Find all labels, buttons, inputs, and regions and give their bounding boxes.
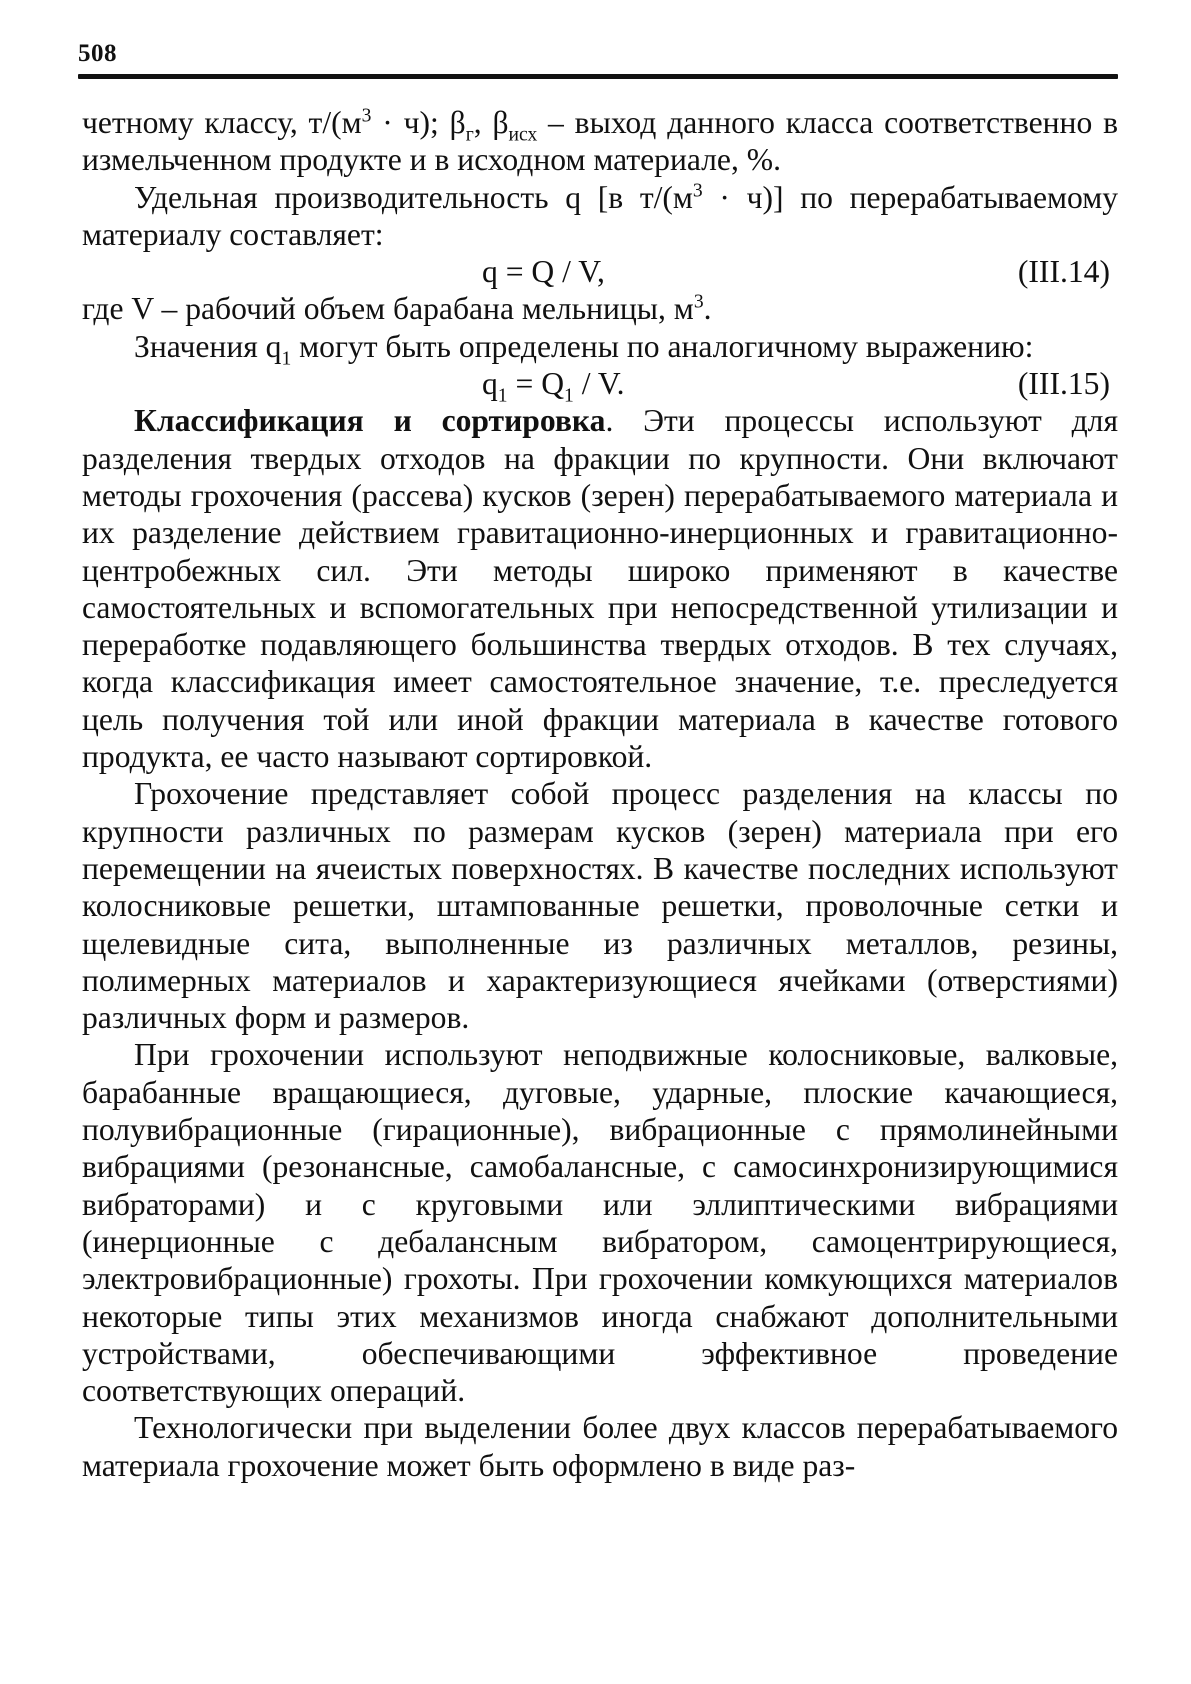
text-run: = Q [507, 366, 565, 402]
subscript: г [465, 124, 474, 146]
paragraph-screening: Грохочение представляет собой процесс разделения на классы по крупности различных по размерам кусков (зерен) материала при его перемещении на ячеистых поверхностях. В качестве последних используют колосниковые решетки, штампованные решетки, проволочные сетки и щелевидные сита, выполненные из различных металлов, резины, полимерных материалов и характеризующиеся ячейками (отверстиями) различных форм и размеров. [82, 776, 1118, 1036]
subscript: 1 [564, 385, 574, 407]
paragraph-technology: Технологически при выделении более двух классов перерабатываемого материала грохочение может быть оформлено в виде раз- [82, 1410, 1118, 1483]
paragraph-screen-types: При грохочении используют неподвижные колосниковые, валковые, барабанные вращающиеся, дуговые, ударные, плоские качающиеся, полувибрационные (гирационные), вибрационные с прямолинейными вибрациями (резонансные, самобалансные, с самосинхронизирующимися вибраторами) и с круговыми или эллиптическими вибрациями (инерционные с дебалансным вибратором, самоцентрирующиеся, электровибрационные) грохоты. При грохочении комкующихся материалов некоторые типы этих механизмов иногда снабжают дополнительными устройствами, обеспечивающими эффективное проведение соответствующих операций. [82, 1037, 1118, 1409]
page-number: 508 [78, 40, 117, 67]
text-run: . Эти процессы используют для разделения твердых отходов на фракции по крупности. Они включают методы грохочения (рассева) кусков (зерен) перерабатываемого материала и их разделение действием гравитационно-инерционных и гравитационно-центробежных сил. Эти методы широко применяют в качестве самостоятельных и вспомогательных при непосредственной утилизации и переработке подавляющего большинства твердых отходов. В тех случаях, когда классификация имеет самостоятельное значение, т.е. преследуется цель получения той или иной фракции материала в качестве готового продукта, ее часто называют сортировкой. [82, 403, 1118, 775]
text-run: Удельная производительность q [в т/(м [134, 179, 693, 215]
paragraph-continuation [82, 104, 1118, 179]
paragraph-specific-output [82, 179, 1118, 254]
text-run: Значения q [134, 328, 282, 364]
subscript: 1 [497, 385, 508, 407]
equation-number: (III.14) [1017, 254, 1110, 290]
text-run: · ч); β [371, 105, 466, 140]
text-run: где V – рабочий объем барабана мельницы, м [82, 291, 694, 327]
text-run: могут быть определены по аналогичному выражению: [291, 328, 1034, 364]
text-run: · ч)] по перерабатываемому материалу составляет: [82, 179, 1118, 252]
paragraph-q1-values [82, 328, 1118, 370]
formula-expression: q = Q / V, [482, 254, 605, 290]
formula-iii-15 [82, 365, 1118, 407]
superscript: 3 [692, 180, 703, 202]
page-body [82, 104, 1118, 1484]
text-run: , β [473, 105, 509, 140]
text-run: четному классу, т/(м [82, 105, 362, 140]
header-rule [78, 74, 1118, 79]
text-run: – выход данного класса соответственно в измельченном продукте и в исходном материале, %. [82, 105, 1118, 178]
section-lead: Классификация и сортировка [134, 403, 606, 439]
paragraph-classification [82, 402, 1118, 775]
text-run: / V. [573, 366, 625, 402]
superscript: 3 [361, 105, 372, 127]
equation-number: (III.15) [1017, 366, 1110, 402]
formula-expression [482, 365, 625, 407]
paragraph-where-v [82, 290, 1118, 327]
subscript: 1 [281, 348, 292, 370]
subscript: исх [508, 124, 538, 146]
formula-iii-14 [82, 253, 1118, 290]
text-run: q [482, 366, 498, 402]
text-run: . [703, 291, 712, 327]
superscript: 3 [693, 291, 704, 313]
